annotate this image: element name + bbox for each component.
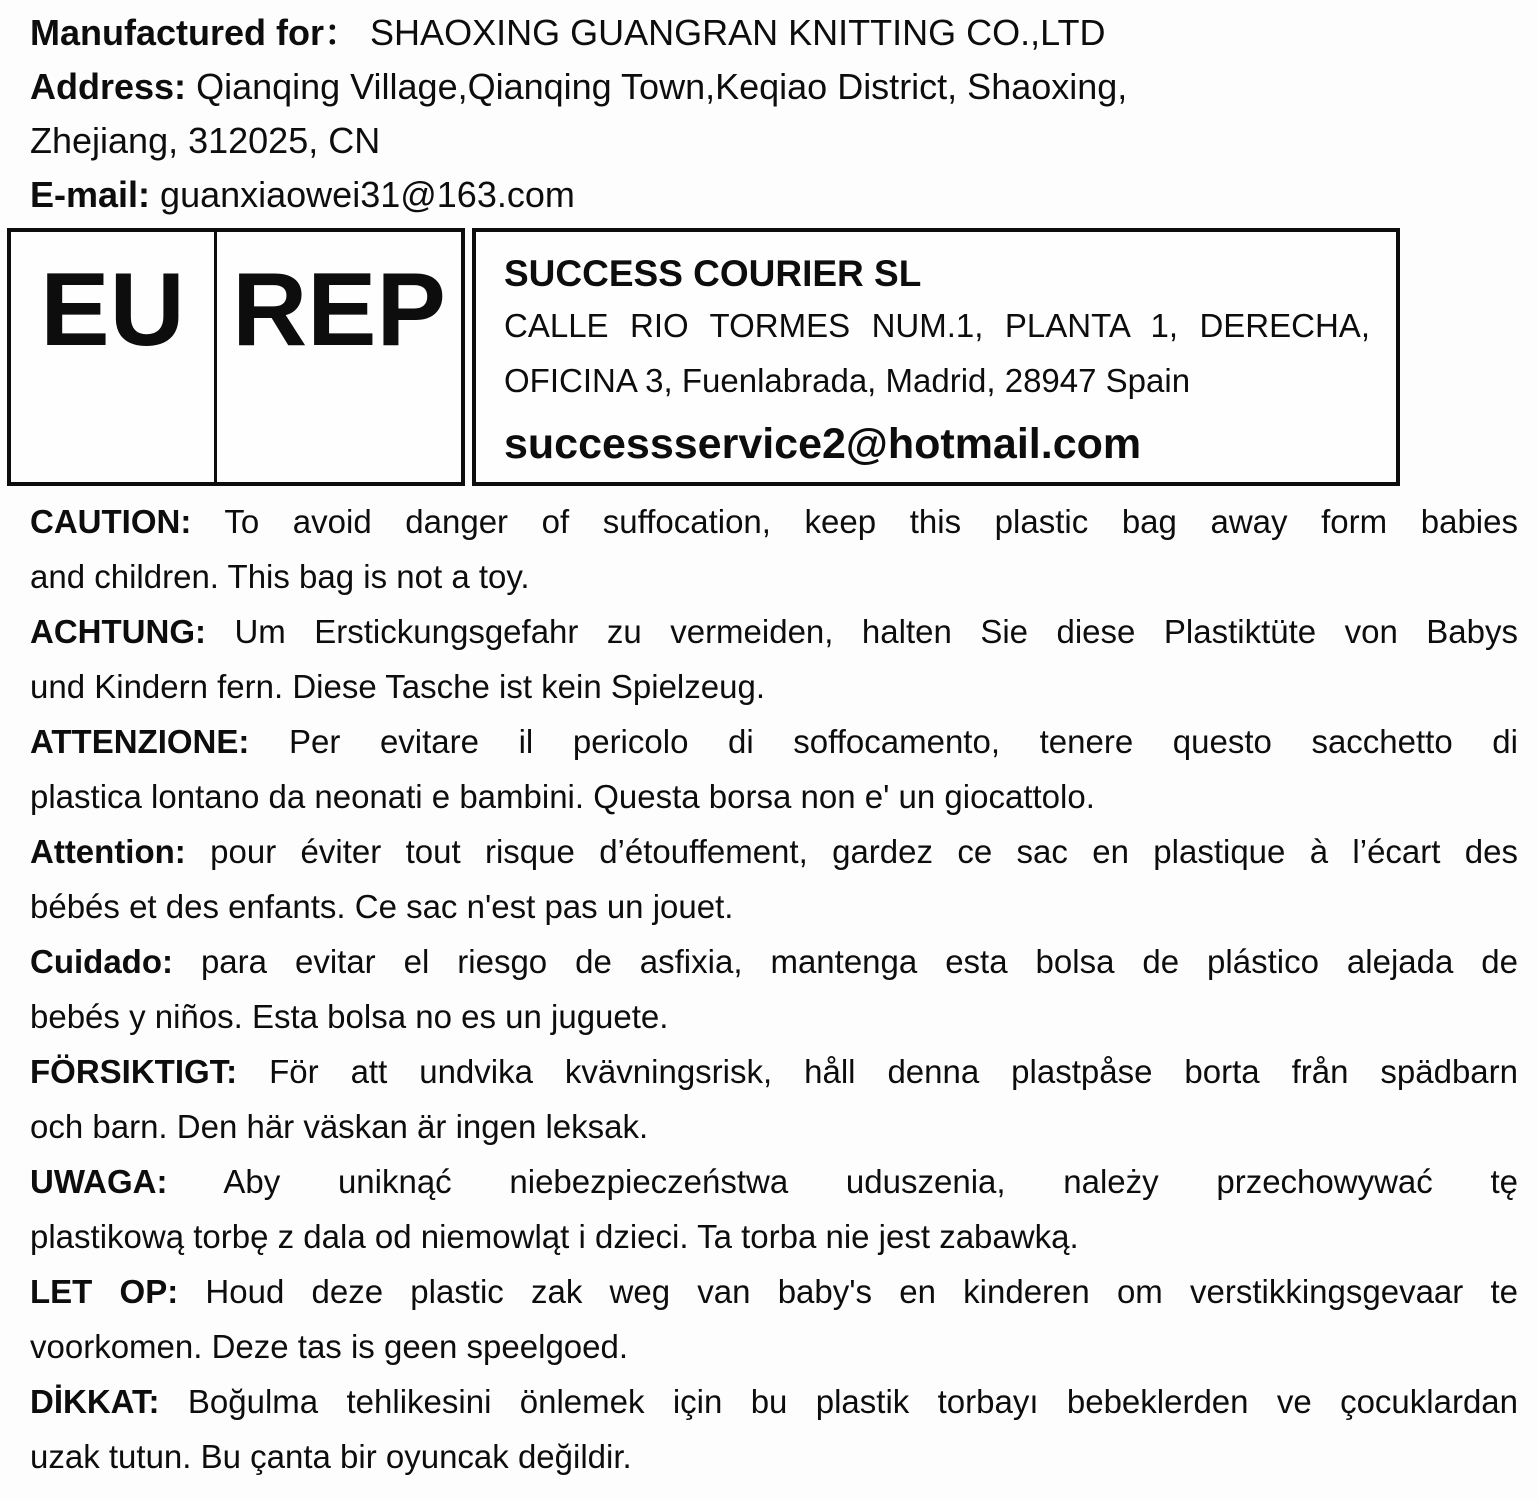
warning-line (30, 604, 1518, 659)
warning-line: bébés et des enfants. Ce sac n'est pas un jouet. (30, 888, 734, 925)
warning-label: FÖRSIKTIGT: (30, 1053, 238, 1090)
warning-caution-en (30, 494, 1518, 604)
warning-label: ATTENZIONE: (30, 723, 250, 760)
warning-label: Cuidado: (30, 943, 173, 980)
rep-company-name: SUCCESS COURIER SL (504, 253, 922, 294)
warning-letop-nl (30, 1264, 1518, 1374)
manufactured-for-value: SHAOXING GUANGRAN KNITTING CO.,LTD (370, 12, 1106, 53)
warning-text: För att undvika kvävningsrisk, håll denna plastpåse borta från spädbarn (269, 1053, 1518, 1090)
eu-rep-section (7, 228, 1518, 486)
warning-line: voorkomen. Deze tas is geen speelgoed. (30, 1328, 629, 1365)
warning-text: para evitar el riesgo de asfixia, mantenga esta bolsa de plástico alejada de (200, 943, 1519, 980)
address-value-1: Qianqing Village,Qianqing Town,Keqiao District, Shaoxing, (196, 66, 1128, 107)
warning-achtung-de (30, 604, 1518, 714)
warning-label: CAUTION: (30, 503, 192, 540)
email-line (30, 168, 1518, 222)
warning-label: Attention: (30, 833, 186, 870)
eu-rep-badge (7, 228, 465, 486)
address-line-2: Zhejiang, 312025, CN (30, 120, 381, 161)
warning-line: and children. This bag is not a toy. (30, 558, 530, 595)
manufactured-for-line (30, 6, 1518, 60)
warning-label: UWAGA: (30, 1163, 168, 1200)
rep-email: successservice2@hotmail.com (504, 420, 1142, 468)
eu-representative-info-box (472, 228, 1400, 486)
warning-attenzione-it (30, 714, 1518, 824)
warning-cuidado-es (30, 934, 1518, 1044)
warning-line (30, 1154, 1518, 1209)
warning-line (30, 1264, 1518, 1319)
warning-label: DİKKAT: (30, 1383, 160, 1420)
warning-text: pour éviter tout risque d’étouffement, gardez ce sac en plastique à l’écart des (210, 833, 1518, 870)
rep-cell: REP (232, 252, 446, 368)
warning-text: Boğulma tehlikesini önlemek için bu plastik torbayı bebeklerden ve çocuklardan (187, 1383, 1519, 1420)
warnings-section (30, 494, 1518, 1484)
warning-line: bebés y niños. Esta bolsa no es un juguete. (30, 998, 669, 1035)
warning-uwaga-pl (30, 1154, 1518, 1264)
address-line-1 (30, 60, 1518, 114)
email-label: E-mail: (30, 174, 151, 215)
manufactured-for-colon: ： (324, 12, 361, 53)
warning-line: uzak tutun. Bu çanta bir oyuncak değildir. (30, 1438, 632, 1475)
warning-text: Um Erstickungsgefahr zu vermeiden, halten Sie diese Plastiktüte von Babys (234, 613, 1518, 650)
warning-line (30, 494, 1518, 549)
rep-address-line-2: OFICINA 3, Fuenlabrada, Madrid, 28947 Spain (504, 362, 1191, 399)
warning-attention-fr (30, 824, 1518, 934)
rep-address-line-1: CALLE RIO TORMES NUM.1, PLANTA 1, DERECHA, (504, 307, 1370, 344)
warning-line: och barn. Den här väskan är ingen leksak. (30, 1108, 649, 1145)
warning-label: LET OP: (30, 1273, 179, 1310)
warning-line (30, 714, 1518, 769)
manufacturer-info (30, 6, 1518, 222)
warning-line (30, 1044, 1518, 1099)
manufactured-for-label: Manufactured for (30, 12, 325, 53)
address-label: Address: (30, 66, 187, 107)
warning-line: plastikową torbę z dala od niemowląt i dzieci. Ta torba nie jest zabawką. (30, 1218, 1079, 1255)
warning-text: Per evitare il pericolo di soffocamento, tenere questo sacchetto di (288, 723, 1518, 760)
warning-forsiktigt-sv (30, 1044, 1518, 1154)
warning-text: To avoid danger of suffocation, keep this plastic bag away form babies (224, 503, 1518, 540)
warning-line (30, 824, 1518, 879)
warning-line (30, 934, 1518, 989)
email-value: guanxiaowei31@163.com (160, 174, 575, 215)
eu-cell: EU (11, 232, 217, 482)
warning-text: Aby uniknąć niebezpieczeństwa uduszenia, należy przechowywać tę (223, 1163, 1518, 1200)
warning-line (30, 1374, 1518, 1429)
warning-line: plastica lontano da neonati e bambini. Questa borsa non e' un giocattolo. (30, 778, 1095, 815)
warning-text: Houd deze plastic zak weg van baby's en kinderen om verstikkingsgevaar te (205, 1273, 1518, 1310)
warning-label: ACHTUNG: (30, 613, 206, 650)
warning-line: und Kindern fern. Diese Tasche ist kein Spielzeug. (30, 668, 765, 705)
warning-dikkat-tr (30, 1374, 1518, 1484)
